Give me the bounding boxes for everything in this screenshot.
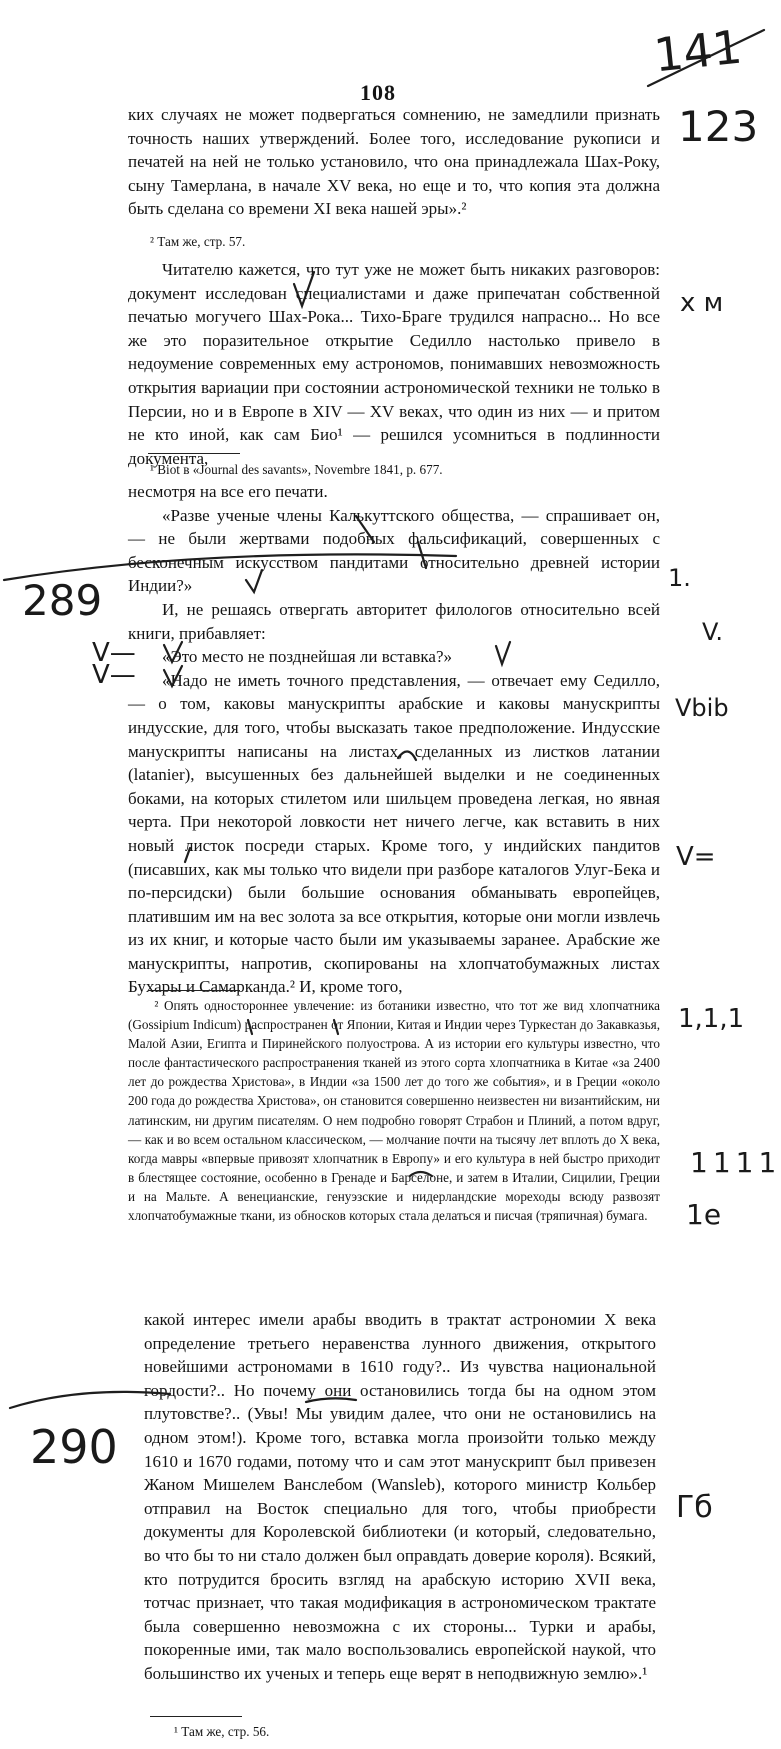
handwritten-number: 290 bbox=[30, 1420, 118, 1474]
paragraph: «Надо не иметь точного представления, — отвечает ему Седилло, — о том, каковы манускрипты арабские и каковы манускрипты индусские, для того, чтобы высказать такое предположение. Индусские манускрипты написаны на листах, сделанных из листков латании (latanier), высушенных без дальнейшей выделки и не соединенных боками, на которых стилетом или шильцем проведена легкая, но явная черта. При некоторой ловкости нет ничего легче, как вставить в них новый листок посреди старых. Кроме того, у индийских пандитов (писавших, как мы только что видели при разборе каталогов Улуг-Бека и по-персидски) были большие основания обманывать европейцев, платившим им на вес золота за все открытия, которые они могли извлечь из их книг, и которые часто были им указываемы заранее. Арабские же манускрипты, напротив, скопированы на хлопчатобумажных листах Бухары и Самарканда.² И, кроме того, bbox=[128, 670, 660, 997]
pen-stroke bbox=[4, 554, 456, 580]
footnote-text: ² Опять одностороннее увлечение: из ботаники известно, что тот же вид хлопчатника (Gossipium Indicum) распространен от Японии, Китая и Индии через Туркестан до Закавказья, Малой Азии, Египта и Пиринейского полуострова. А из истории его культуры известно, что после фантастического распространения тканей из этого сорта хлопчатника в Китае «за 2400 лет до рождества Христова», в Индии «за 1500 лет до того же события», и в Греции «около 200 года до рождества Христова», он становится совершенно неизвестен ни византийским, ни латинским, ни другим писателям. О нем подробно говорят Страбон и Плиний, а потом вдруг, — как и во всем остальном классическом, — молчание почти на тысячу лет вплоть до X века, когда мавры «впервые привозят хлопчатник в Европу» и его культура в ней быстро приходит в блестящее состояние, особенно в Гренаде и Барселоне, и затем в Италии, Сицилии, Греции и на Мальте. А венецианские, генуэзские и нидерландские мореходы всюду развозят хлопчатобумажные ткани, из обносков которых стала делаться и писчая (тряпичная) бумага. bbox=[128, 998, 660, 1224]
pen-stroke bbox=[185, 848, 190, 862]
paragraph: «Разве ученые члены Калькуттского общества, — спрашивает он, — не были жертвами подобных фальсификаций, совершенных с бесконечным искусством пандитами относительно древней истории Индии?» bbox=[128, 505, 660, 596]
pen-stroke bbox=[10, 1392, 170, 1408]
pen-stroke bbox=[246, 570, 262, 592]
handwritten-mark: 1,1,1 bbox=[678, 1004, 745, 1034]
paragraph: ких случаях не может подвергаться сомнению, не замедлили признать точность наших утверждений. Более того, исследование рукописи и печатей на ней не только установило, что она принадлежала Шах-Року, сыну Тамерлана, в начале XV века, но еще и то, что копия эта должна быть сделана со времени XI века нашей эры».² bbox=[128, 105, 660, 219]
footnote: ¹ Biot в «Journal des savants», Novembre 1841, p. 677. bbox=[150, 462, 443, 477]
paragraph: какой интерес имели арабы вводить в трактат астрономии X века определение третьего неравенства лунного движения, открытого новейшими астрономами в 1610 году?.. Из чувства национальной гордости?.. Но почему они остановились тогда бы на одном этом плутовстве?.. (Увы! Мы увидим далее, что они не остановились на одном этом!). Кроме того, вставка могла произойти только между 1610 и 1670 годами, потому что и сам этот манускрипт был привезен Жаном Мишелем Ванслебом (Wansleb), которого министр Кольбер отправил на Восток специально для того, чтобы приобрести документы для Королевской библиотеки (и который, следовательно, во что бы то ни стало должен был оправдать доверие короля). Всякий, кто потрудится бросить взгляд на арабскую историю XVII века, тотчас признает, что такая модификация в астрономическом трактате была совершенно невозможна с их стороны... Турки и арабы, покоренные ими, так мало воспользовались европейской наукой, что большинство их ученых и теперь еще верят в неподвижную землю».¹ bbox=[144, 1310, 656, 1683]
handwritten-mark: 1e bbox=[686, 1198, 722, 1231]
handwritten-mark: V— bbox=[92, 660, 136, 690]
pen-stroke bbox=[164, 666, 182, 686]
footnote: ² Там же, стр. 57. bbox=[150, 234, 246, 249]
pen-stroke bbox=[410, 1172, 432, 1176]
page-number: 108 bbox=[360, 80, 396, 105]
handwritten-mark: V= bbox=[676, 842, 716, 872]
handwritten-mark: V. bbox=[702, 618, 723, 646]
handwritten-number: 123 bbox=[678, 102, 759, 151]
paragraph: «Это место не позднейшая ли вставка?» bbox=[162, 647, 453, 667]
paragraph: несмотря на все его печати. bbox=[128, 482, 328, 501]
handwritten-mark: Гб bbox=[676, 1490, 713, 1525]
pen-stroke bbox=[334, 1020, 338, 1034]
handwritten-mark: Vbib bbox=[675, 694, 729, 722]
handwritten-mark: V— bbox=[92, 638, 136, 668]
pen-stroke bbox=[306, 1398, 356, 1402]
handwritten-number: 289 bbox=[22, 576, 103, 625]
pen-stroke bbox=[398, 751, 416, 760]
pen-stroke bbox=[294, 272, 314, 306]
pen-stroke bbox=[496, 642, 510, 664]
handwritten-mark: 1. bbox=[668, 564, 691, 592]
pen-stroke bbox=[164, 642, 182, 662]
pen-stroke bbox=[356, 516, 374, 542]
handwritten-number: 141 bbox=[651, 19, 745, 83]
pen-stroke bbox=[648, 30, 764, 86]
paragraph: Читателю кажется, что тут уже не может быть никаких разговоров: документ исследован специалистами и даже припечатан собственной печатью могучего Шах-Рока... Тихо-Браге трудился напрасно... Но все же это поразительное открытие Седилло настолько привело в недоумение современных ему астрономов, понимавших невозможность открытия вариации при состоянии астрономической техники не только в Персии, но и в Европе в XIV — XV веках, что один из них — и притом не кто иной, как сам Био¹ — решился усомниться в подлинности документа, bbox=[128, 260, 660, 468]
handwritten-mark: х м bbox=[680, 288, 724, 318]
handwritten-mark: 1111 bbox=[690, 1146, 781, 1179]
pen-stroke bbox=[248, 1020, 252, 1034]
footnote: ¹ Там же, стр. 56. bbox=[174, 1724, 270, 1739]
paragraph: И, не решаясь отвергать авторитет филологов относительно всей книги, прибавляет: bbox=[128, 599, 660, 643]
